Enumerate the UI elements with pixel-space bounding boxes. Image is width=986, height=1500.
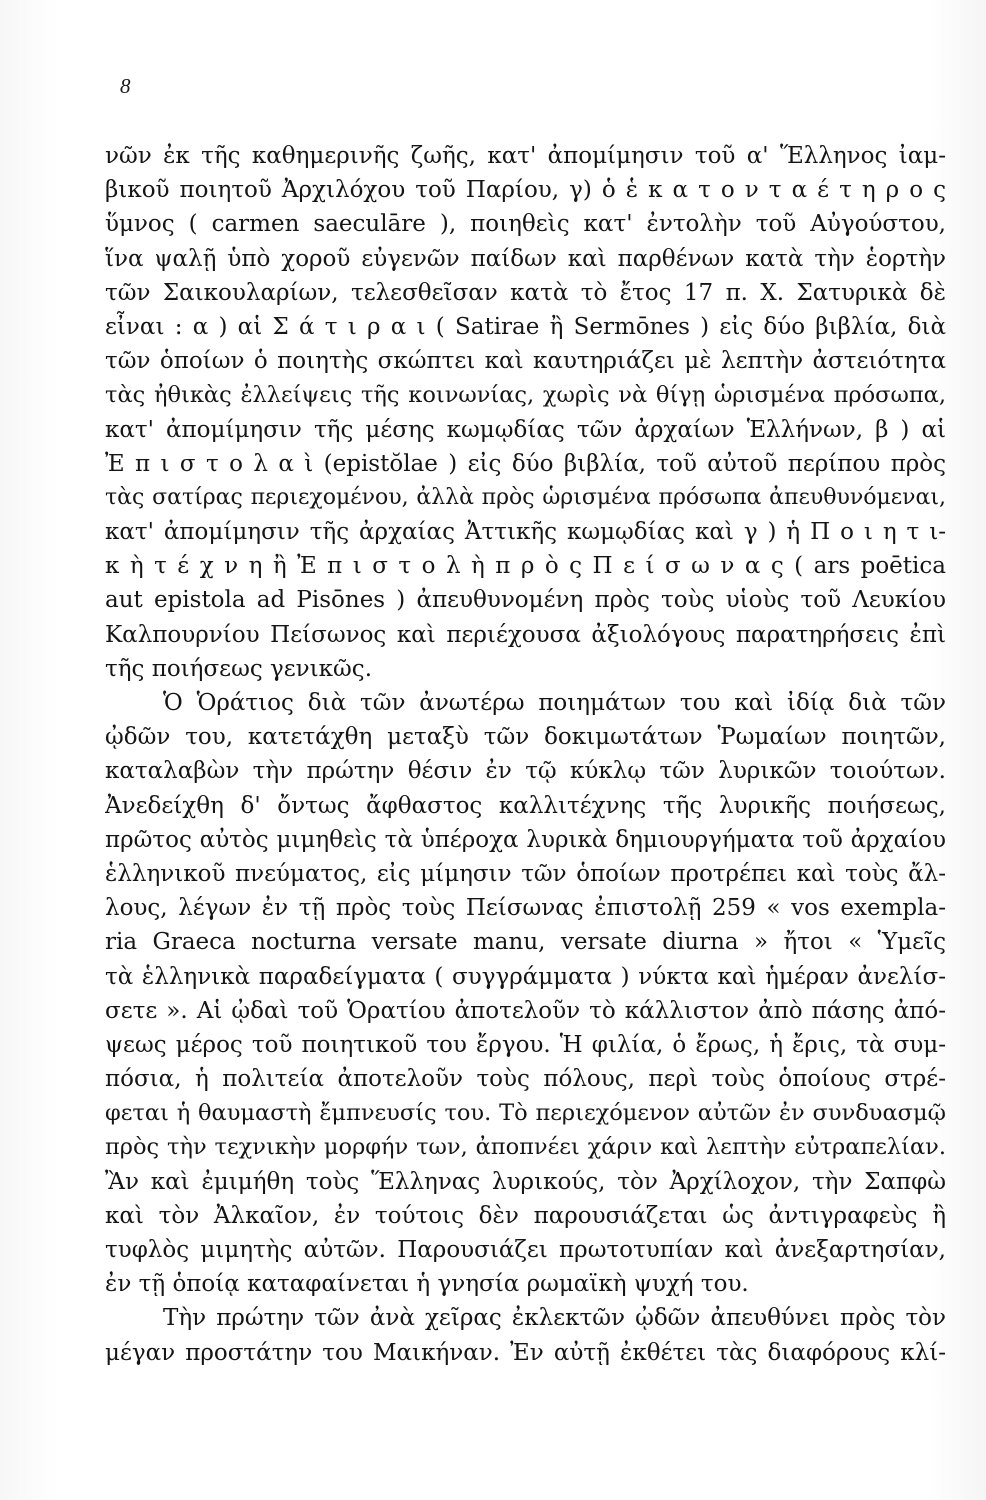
text-line: Ἀνεδείχθη δ' ὄντως ἄφθαστος καλλιτέχνης τῆς λυρικῆς ποιήσεως, bbox=[105, 792, 946, 819]
text-line: ἵνα ψαλῇ ὑπὸ χοροῦ εὐγενῶν παίδων καὶ παρθένων κατὰ τὴν ἑορτὴν bbox=[105, 245, 946, 272]
text-line: τῆς ποιήσεως γενικῶς. bbox=[105, 655, 373, 682]
text-line: μέγαν προστάτην του Μαικήναν. Ἐν αὐτῇ ἐκθέτει τὰς διαφόρους κλί- bbox=[105, 1339, 946, 1366]
text-line: νῶν ἐκ τῆς καθημερινῆς ζωῆς, κατ' ἀπομίμησιν τοῦ α' Ἕλληνος ἰαμ- bbox=[105, 143, 946, 169]
text-line: Ὁ Ὁράτιος διὰ τῶν ἀνωτέρω ποιημάτων του καὶ ἰδίᾳ διὰ τῶν bbox=[163, 690, 946, 716]
text-line: βικοῦ ποιητοῦ Ἀρχιλόχου τοῦ Παρίου, γ) ὁ ἑ κ α τ ο ν τ α έ τ η ρ ο ς bbox=[105, 177, 946, 204]
text-line: λους, λέγων ἐν τῇ πρὸς τοὺς Πείσωνας ἐπιστολῇ 259 « vos exempla- bbox=[105, 895, 946, 922]
text-line: κατ' ἀπομίμησιν τῆς μέσης κωμῳδίας τῶν ἀρχαίων Ἑλλήνων, β ) αἱ bbox=[105, 416, 946, 443]
page-number: 8 bbox=[120, 74, 131, 98]
text-line: τυφλὸς μιμητὴς αὐτῶν. Παρουσιάζει πρωτοτυπίαν καὶ ἀνεξαρτησίαν, bbox=[105, 1237, 946, 1263]
text-line: καταλαβὼν τὴν πρώτην θέσιν ἐν τῷ κύκλῳ τῶν λυρικῶν τοιούτων. bbox=[105, 758, 946, 785]
text-line: Ἐ π ι σ τ ο λ α ὶ (epistŏlae ) εἰς δύο βιβλία, τοῦ αὐτοῦ περίπου πρὸς bbox=[105, 450, 946, 477]
text-line: ψεως μέρος τοῦ ποιητικοῦ του ἔργου. Ἡ φιλία, ὁ ἔρως, ἡ ἔρις, τὰ συμ- bbox=[105, 1031, 946, 1058]
text-line: πρὸς τὴν τεχνικὴν μορφήν των, ἀποπνέει χάριν καὶ λεπτὴν εὐτραπελίαν. bbox=[105, 1134, 946, 1161]
text-line: φεται ἡ θαυμαστὴ ἔμπνευσίς του. Τὸ περιεχόμενον αὐτῶν ἐν συνδυασμῷ bbox=[105, 1100, 946, 1127]
body-text bbox=[105, 139, 946, 1370]
text-line: τὰς ἠθικὰς ἐλλείψεις τῆς κοινωνίας, χωρὶς νὰ θίγῃ ὡρισμένα πρόσωπα, bbox=[105, 382, 946, 409]
text-line: τῶν Σαικουλαρίων, τελεσθεῖσαν κατὰ τὸ ἔτος 17 π. Χ. Σατυρικὰ δὲ bbox=[105, 279, 946, 306]
text-line: Τὴν πρώτην τῶν ἀνὰ χεῖρας ἐκλεκτῶν ᾠδῶν ἀπευθύνει πρὸς τὸν bbox=[163, 1305, 946, 1332]
text-line: κατ' ἀπομίμησιν τῆς ἀρχαίας Ἀττικῆς κωμῳδίας καὶ γ ) ἡ Π ο ι η τ ι- bbox=[105, 519, 946, 546]
text-line: ὕμνος ( carmen saeculāre ), ποιηθεὶς κατ' ἐντολὴν τοῦ Αὐγούστου, bbox=[105, 211, 946, 238]
text-line: Ἂν καὶ ἐμιμήθη τοὺς Ἕλληνας λυρικούς, τὸν Ἀρχίλοχον, τὴν Σαπφὼ bbox=[105, 1168, 946, 1195]
text-line: πρῶτος αὐτὸς μιμηθεὶς τὰ ὑπέροχα λυρικὰ δημιουργήματα τοῦ ἀρχαίου bbox=[105, 826, 946, 853]
text-line: σετε ». Αἱ ᾠδαὶ τοῦ Ὁρατίου ἀποτελοῦν τὸ κάλλιστον ἀπὸ πάσης ἀπό- bbox=[105, 997, 946, 1024]
text-line: Καλπουρνίου Πείσωνος καὶ περιέχουσα ἀξιολόγους παρατηρήσεις ἐπὶ bbox=[105, 621, 946, 648]
text-line: κ ὴ τ έ χ ν η ἢ Ἐ π ι σ τ ο λ ὴ π ρ ὸ ς Π ε ί σ ω ν α ς ( ars poētica bbox=[105, 553, 946, 580]
text-line: εἶναι : α ) αἱ Σ ά τ ι ρ α ι ( Satirae ἢ Sermōnes ) εἰς δύο βιβλία, διὰ bbox=[105, 313, 946, 340]
text-line: τὰς σατίρας περιεχομένου, ἀλλὰ πρὸς ὡρισμένα πρόσωπα ἀπευθυνόμεναι, bbox=[105, 484, 946, 510]
text-line: ᾠδῶν του, κατετάχθη μεταξὺ τῶν δοκιμωτάτων Ῥωμαίων ποιητῶν, bbox=[105, 724, 946, 751]
text-line: καὶ τὸν Ἀλκαῖον, ἐν τούτοις δὲν παρουσιάζεται ὡς ἀντιγραφεὺς ἢ bbox=[105, 1202, 946, 1229]
text-line: ἐν τῇ ὁποίᾳ καταφαίνεται ἡ γνησία ρωμαϊκὴ ψυχή του. bbox=[105, 1271, 749, 1298]
text-line: aut epistola ad Pisōnes ) ἀπευθυνομένη πρὸς τοὺς υἱοὺς τοῦ Λευκίου bbox=[105, 587, 946, 614]
text-line: πόσια, ἡ πολιτεία ἀποτελοῦν τοὺς πόλους, περὶ τοὺς ὁποίους στρέ- bbox=[105, 1066, 946, 1093]
text-line: τὰ ἑλληνικὰ παραδείγματα ( συγγράμματα ) νύκτα καὶ ἡμέραν ἀνελίσ- bbox=[105, 963, 946, 990]
text-line: ἑλληνικοῦ πνεύματος, εἰς μίμησιν τῶν ὁποίων προτρέπει καὶ τοὺς ἄλ- bbox=[105, 860, 946, 887]
text-line: τῶν ὁποίων ὁ ποιητὴς σκώπτει καὶ καυτηριάζει μὲ λεπτὴν ἀστειότητα bbox=[105, 348, 946, 375]
text-line: ria Graeca nocturna versate manu, versate diurna » ἤτοι « Ὑμεῖς bbox=[105, 929, 946, 956]
